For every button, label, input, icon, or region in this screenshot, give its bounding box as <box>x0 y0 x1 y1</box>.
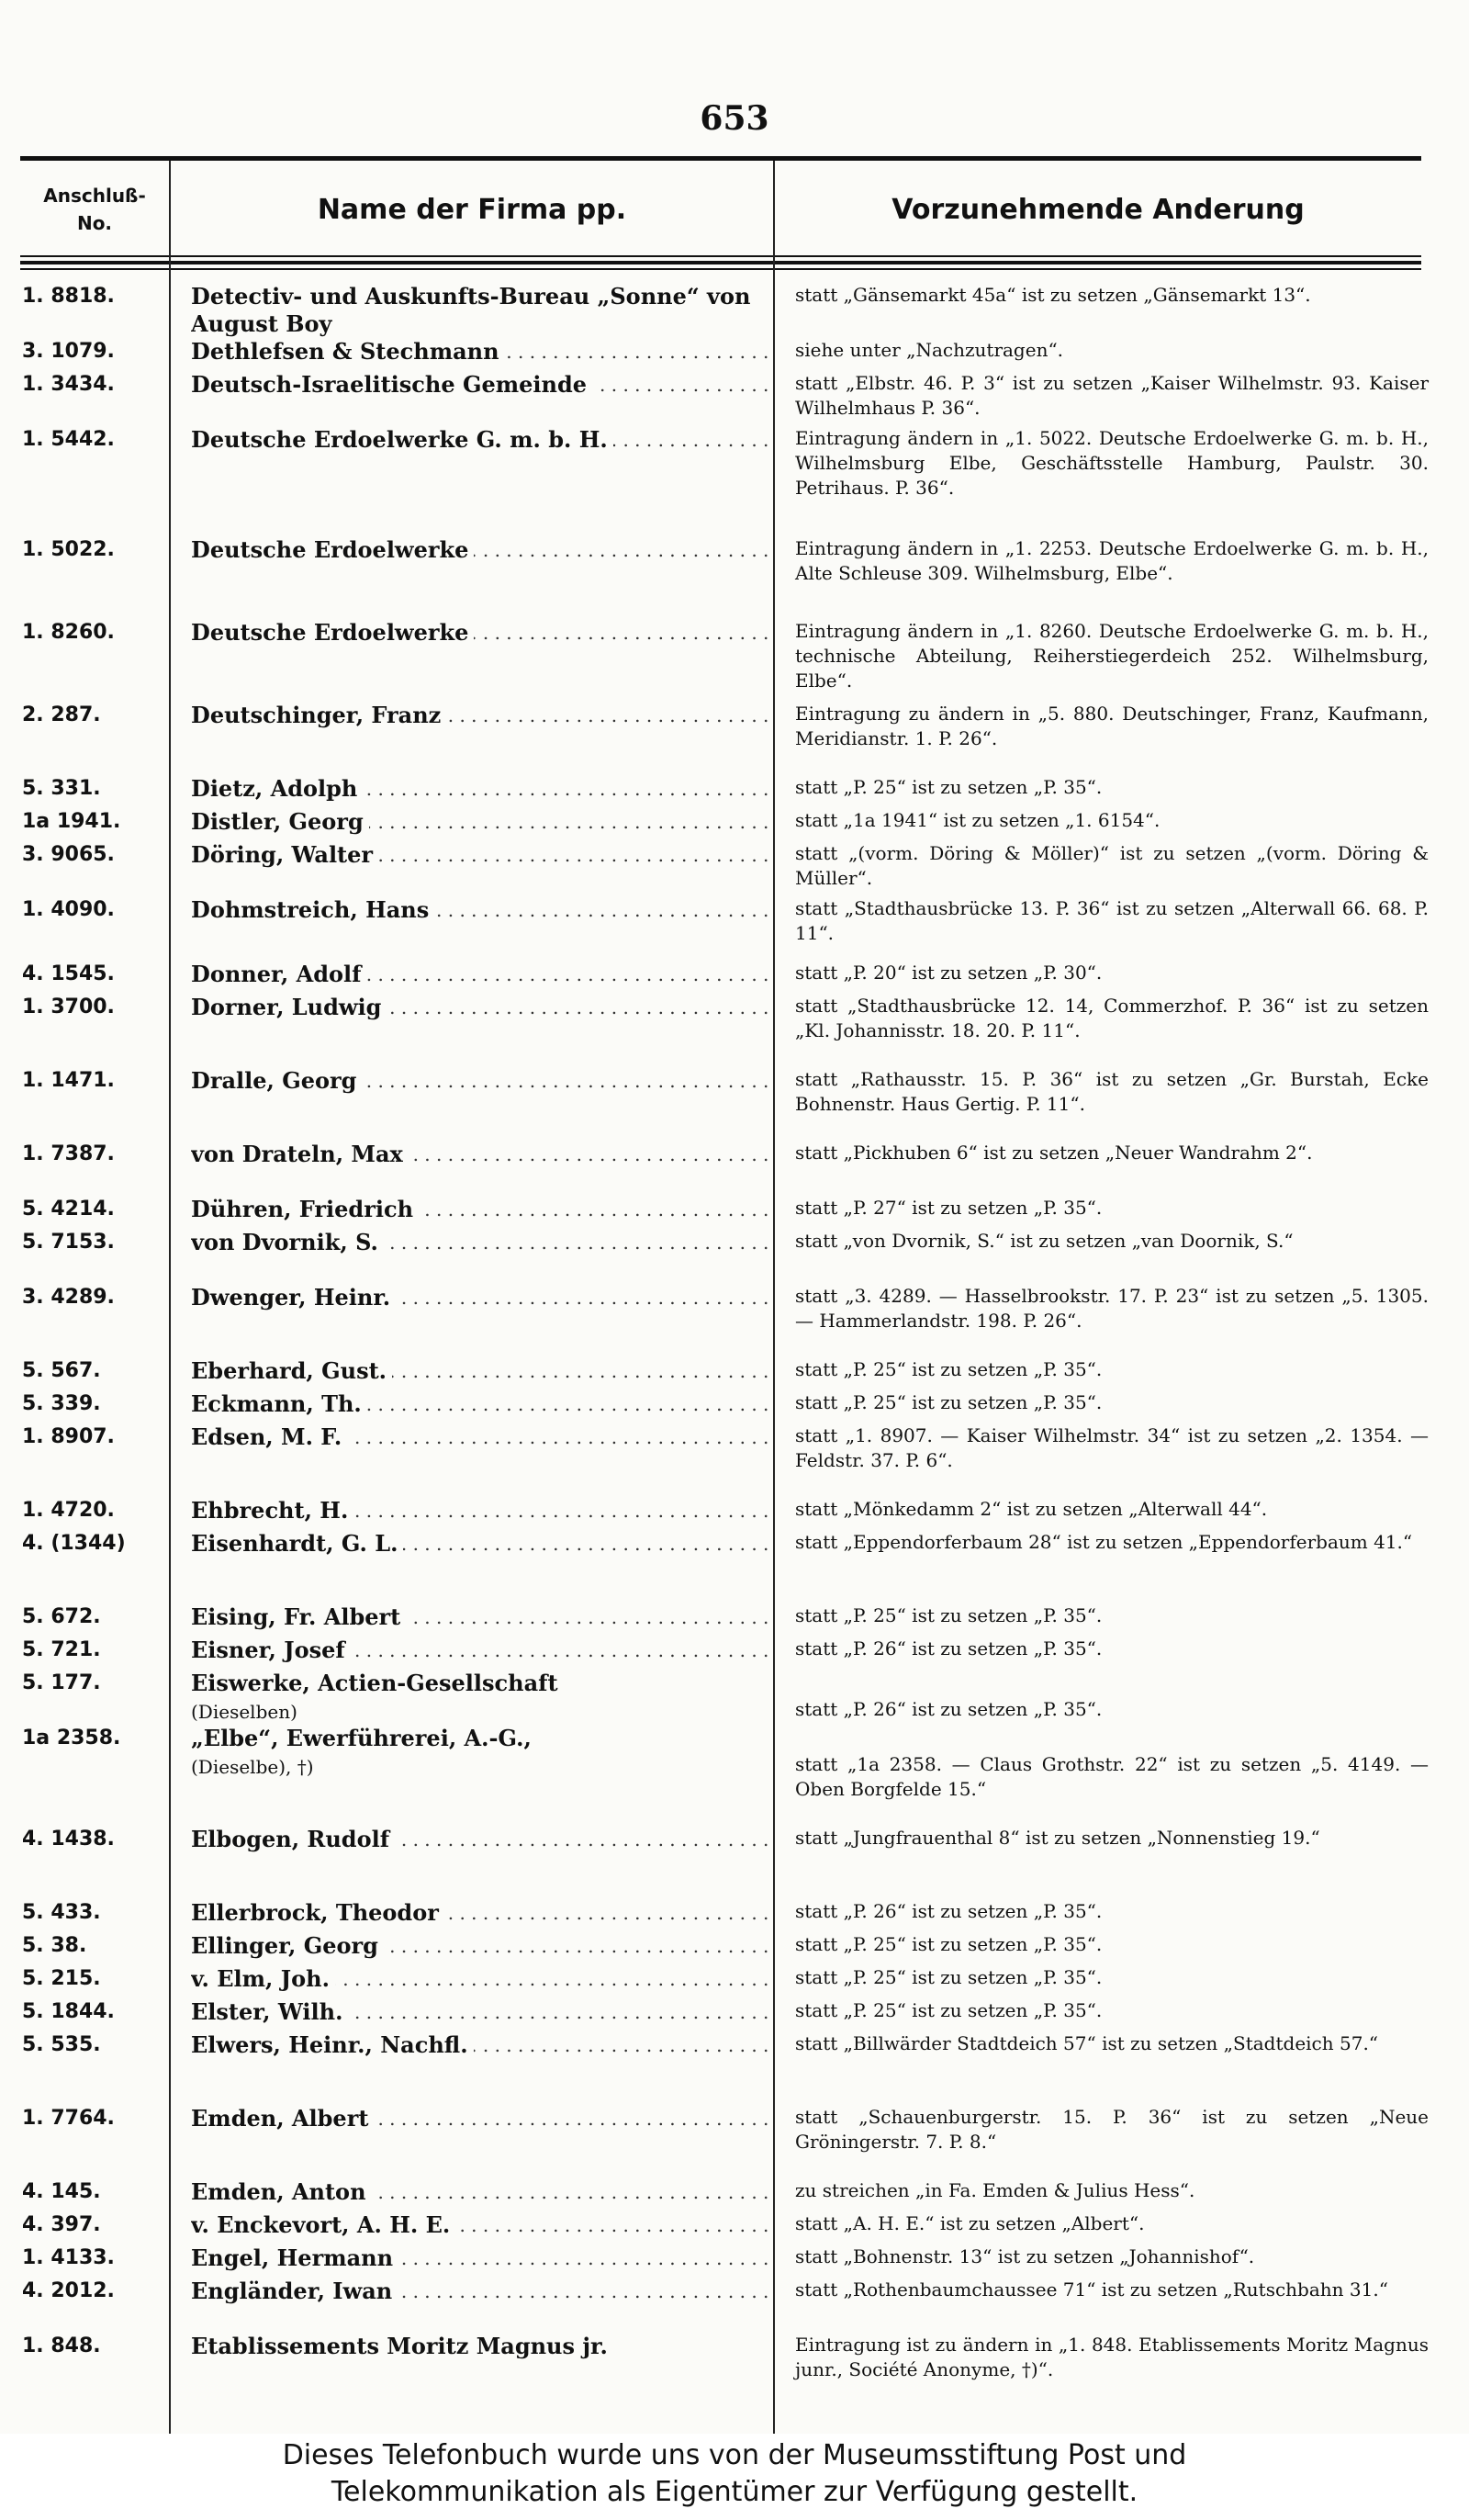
column-divider-1 <box>169 161 171 2434</box>
entry-firm-name <box>191 1998 769 2026</box>
entry-number: 1. 7764. <box>22 2107 115 2130</box>
entry-number: 1. 4090. <box>22 898 115 921</box>
entry-firm-name <box>191 1284 769 1311</box>
entry-number: 5. 433. <box>22 1901 101 1924</box>
entry-change: statt „P. 25“ ist zu setzen „P. 35“. <box>795 1999 1103 2021</box>
header-rule-1 <box>20 255 1421 257</box>
entry-number: 1a 2358. <box>22 1727 121 1749</box>
entry-change: statt „P. 25“ ist zu setzen „P. 35“. <box>795 776 1103 798</box>
entry-firm-name <box>191 1899 769 1927</box>
header-rule-2 <box>20 261 1421 264</box>
entry-firm-name <box>191 1670 769 1726</box>
entry-firm-name-text: v. Enckevort, A. H. E. <box>191 2211 455 2238</box>
entry-firm-name <box>191 371 769 399</box>
entry-number: 1. 848. <box>22 2334 101 2357</box>
entry-firm-name-text: von Dvornik, S. <box>191 1229 384 1255</box>
entry-firm-name <box>191 536 769 564</box>
entry-firm-name-note: (Dieselben) <box>191 1701 297 1723</box>
entry-firm-name-text: Elwers, Heinr., Nachfl. <box>191 2031 474 2058</box>
entry-firm-name-text: v. Elm, Joh. <box>191 1965 335 1992</box>
entry-number: 1. 8907. <box>22 1425 115 1448</box>
entry-change: statt „Elbstr. 46. P. 3“ ist zu setzen „Kaiser Wilhelmstr. 93. Kaiser Wilhelmhaus P. 36“. <box>795 372 1429 419</box>
footer-line-2: Telekommunikation als Eigentümer zur Verfügung gestellt. <box>331 2476 1138 2508</box>
footer-line-1: Dieses Telefonbuch wurde uns von der Museumsstiftung Post und <box>282 2439 1187 2471</box>
entry-change: statt „1a 2358. — Claus Grothstr. 22“ ist zu setzen „5. 4149. — Oben Borgfelde 15.“ <box>795 1753 1429 1800</box>
entry-change: Eintragung zu ändern in „5. 880. Deutschinger, Franz, Kaufmann, Meridianstr. 1. P. 26“. <box>795 703 1429 749</box>
entry-change: statt „P. 20“ ist zu setzen „P. 30“. <box>795 962 1103 984</box>
entry-firm-name-text: Dralle, Georg <box>191 1067 362 1094</box>
entry-firm-name <box>191 2105 769 2132</box>
entry-firm-name <box>191 1932 769 1960</box>
entry-number: 4. (1344) <box>22 1532 126 1555</box>
entry-firm-name-text: Ellerbrock, Theodor <box>191 1899 444 1926</box>
entry-firm-name <box>191 2333 769 2360</box>
entry-change: statt „P. 26“ ist zu setzen „P. 35“. <box>795 1637 1103 1659</box>
entry-number: 5. 7153. <box>22 1231 115 1254</box>
entry-firm-name <box>191 1141 769 1168</box>
entry-firm-name-text: Detectiv- und Auskunfts-Bureau „Sonne“ von August Boy <box>191 283 751 337</box>
entry-change: statt „Schauenburgerstr. 15. P. 36“ ist zu setzen „Neue Gröningerstr. 7. P. 8.“ <box>795 2106 1429 2153</box>
column-header-change: Vorzunehmende Anderung <box>891 193 1305 226</box>
entry-change: statt „3. 4289. — Hasselbrookstr. 17. P. 23“ ist zu setzen „5. 1305. — Hammerlandstr. 198. P. 26“. <box>795 1285 1429 1332</box>
entry-number: 3. 9065. <box>22 843 115 866</box>
entry-firm-name-text: Dühren, Friedrich <box>191 1196 419 1222</box>
entry-number: 5. 339. <box>22 1392 101 1415</box>
header-rule-3 <box>20 268 1421 270</box>
entry-number: 5. 721. <box>22 1638 101 1661</box>
entry-firm-name <box>191 1423 769 1451</box>
entry-change: statt „Jungfrauenthal 8“ ist zu setzen „Nonnenstieg 19.“ <box>795 1827 1320 1849</box>
entry-number: 3. 1079. <box>22 340 115 363</box>
entry-number: 4. 1545. <box>22 962 115 985</box>
entry-number: 1. 8818. <box>22 285 115 308</box>
entry-change: statt „P. 25“ ist zu setzen „P. 35“. <box>795 1966 1103 1988</box>
entry-firm-name <box>191 1229 769 1256</box>
entry-number: 5. 567. <box>22 1359 101 1382</box>
entry-change: statt „P. 26“ ist zu setzen „P. 35“. <box>795 1698 1103 1720</box>
entry-number: 1. 5022. <box>22 538 115 561</box>
entry-firm-name <box>191 2031 769 2059</box>
entry-change: statt „1a 1941“ ist zu setzen „1. 6154“. <box>795 809 1161 831</box>
entry-firm-name-text: Eisner, Josef <box>191 1637 351 1663</box>
entry-firm-name <box>191 1725 769 1781</box>
entry-number: 1. 1471. <box>22 1069 115 1092</box>
entry-number: 4. 145. <box>22 2180 101 2203</box>
entry-number: 1. 5442. <box>22 428 115 451</box>
entry-change: statt „A. H. E.“ ist zu setzen „Albert“. <box>795 2212 1145 2234</box>
entry-change: statt „Gänsemarkt 45a“ ist zu setzen „Gänsemarkt 13“. <box>795 284 1311 306</box>
entry-firm-name <box>191 283 769 338</box>
entry-number: 1. 8260. <box>22 621 115 644</box>
entry-firm-name-text: Emden, Anton <box>191 2178 372 2205</box>
entry-change: statt „Stadthausbrücke 13. P. 36“ ist zu setzen „Alterwall 66. 68. P. 11“. <box>795 897 1429 944</box>
entry-firm-name-text: Edsen, M. F. <box>191 1423 347 1450</box>
entry-firm-name-text: Dohmstreich, Hans <box>191 896 434 923</box>
column-header-number <box>20 165 169 253</box>
entry-number: 1. 4720. <box>22 1499 115 1522</box>
entry-firm-name-text: Döring, Walter <box>191 841 378 868</box>
entry-firm-name-text: Emden, Albert <box>191 2105 374 2132</box>
entry-firm-name-text: Deutsche Erdoelwerke <box>191 536 474 563</box>
column-header-number-line2: No. <box>76 212 113 234</box>
entry-firm-name <box>191 619 769 647</box>
entry-firm-name-text: Deutsche Erdoelwerke <box>191 619 474 646</box>
entry-firm-name-text: Ehbrecht, H. <box>191 1497 353 1524</box>
entry-change: statt „Stadthausbrücke 12. 14, Commerzhof. P. 36“ ist zu setzen „Kl. Johannisstr. 18. 20. P. 11“. <box>795 995 1429 1041</box>
entry-firm-name-text: Dethlefsen & Stechmann <box>191 338 505 365</box>
entry-number: 1a 1941. <box>22 810 121 833</box>
entry-change: statt „P. 25“ ist zu setzen „P. 35“. <box>795 1391 1103 1413</box>
entry-firm-name-text: Dietz, Adolph <box>191 775 363 802</box>
entry-number: 4. 1438. <box>22 1828 115 1851</box>
entry-firm-name <box>191 775 769 803</box>
entry-firm-name <box>191 961 769 988</box>
entry-firm-name <box>191 1357 769 1385</box>
entry-firm-name-text: Eising, Fr. Albert <box>191 1603 406 1630</box>
entry-firm-name <box>191 841 769 869</box>
column-header-name: Name der Firma pp. <box>317 193 627 226</box>
entry-change: statt „P. 27“ ist zu setzen „P. 35“. <box>795 1197 1103 1219</box>
entry-firm-name-text: Engländer, Iwan <box>191 2278 398 2304</box>
entry-number: 3. 4289. <box>22 1286 115 1309</box>
entry-number: 5. 535. <box>22 2033 101 2056</box>
entry-firm-name <box>191 2178 769 2206</box>
entry-firm-name-text: Ellinger, Georg <box>191 1932 384 1959</box>
entry-firm-name-text: Eisenhardt, G. L. <box>191 1530 403 1557</box>
entry-firm-name-text: Elbogen, Rudolf <box>191 1826 395 1852</box>
entry-firm-name <box>191 2211 769 2239</box>
entry-number: 4. 397. <box>22 2213 101 2236</box>
column-header-number-line1: Anschluß- <box>43 185 146 207</box>
entry-firm-name-text: Dwenger, Heinr. <box>191 1284 396 1311</box>
entry-change: statt „(vorm. Döring & Möller)“ ist zu setzen „(vorm. Döring & Müller“. <box>795 842 1429 889</box>
entry-firm-name-text: „Elbe“, Ewerführerei, A.-G., <box>191 1725 537 1751</box>
entry-firm-name <box>191 1637 769 1664</box>
entry-firm-name <box>191 994 769 1021</box>
entry-change: statt „P. 25“ ist zu setzen „P. 35“. <box>795 1604 1103 1626</box>
entry-number: 5. 215. <box>22 1967 101 1990</box>
entry-number: 5. 672. <box>22 1605 101 1628</box>
entry-firm-name <box>191 702 769 729</box>
entry-number: 5. 38. <box>22 1934 87 1957</box>
entry-number: 5. 331. <box>22 777 101 800</box>
entry-firm-name-text: Eiswerke, Actien-Gesellschaft <box>191 1670 564 1696</box>
entry-firm-name-text: Distler, Georg <box>191 808 369 835</box>
column-divider-2 <box>773 161 775 2434</box>
entry-change: statt „1. 8907. — Kaiser Wilhelmstr. 34“ ist zu setzen „2. 1354. — Feldstr. 37. P. 6“. <box>795 1424 1429 1471</box>
entry-firm-name <box>191 1603 769 1631</box>
entry-change: statt „Pickhuben 6“ ist zu setzen „Neuer Wandrahm 2“. <box>795 1142 1313 1164</box>
entry-change: Eintragung ist zu ändern in „1. 848. Etablissements Moritz Magnus junr., Société Anonyme, †)“. <box>795 2334 1429 2380</box>
entry-firm-name <box>191 2244 769 2272</box>
entry-change: statt „P. 26“ ist zu setzen „P. 35“. <box>795 1900 1103 1922</box>
entry-firm-name <box>191 338 769 366</box>
entry-firm-name-text: Deutschinger, Franz <box>191 702 446 728</box>
entry-number: 5. 177. <box>22 1671 101 1694</box>
entry-firm-name <box>191 1530 769 1558</box>
entry-firm-name-text: Donner, Adolf <box>191 961 366 987</box>
entry-change: statt „P. 25“ ist zu setzen „P. 35“. <box>795 1358 1103 1380</box>
entry-change: statt „von Dvornik, S.“ ist zu setzen „van Doornik, S.“ <box>795 1230 1294 1252</box>
top-rule <box>20 156 1421 161</box>
entry-firm-name <box>191 1497 769 1524</box>
entry-number: 1. 4133. <box>22 2246 115 2269</box>
entry-firm-name <box>191 1826 769 1853</box>
entry-change: statt „Rothenbaumchaussee 71“ ist zu setzen „Rutschbahn 31.“ <box>795 2278 1388 2301</box>
page-number: 653 <box>700 99 769 138</box>
entry-change: siehe unter „Nachzutragen“. <box>795 339 1064 361</box>
entry-firm-name-note: (Dieselbe), †) <box>191 1756 314 1778</box>
entry-change: statt „P. 25“ ist zu setzen „P. 35“. <box>795 1933 1103 1955</box>
entry-firm-name <box>191 1196 769 1223</box>
entry-change: statt „Bohnenstr. 13“ ist zu setzen „Johannishof“. <box>795 2245 1255 2267</box>
entry-change: statt „Billwärder Stadtdeich 57“ ist zu setzen „Stadtdeich 57.“ <box>795 2032 1379 2054</box>
entry-change: zu streichen „in Fa. Emden & Julius Hess“. <box>795 2179 1195 2201</box>
entry-firm-name-text: Eberhard, Gust. <box>191 1357 392 1384</box>
entry-firm-name-text: Eckmann, Th. <box>191 1390 367 1417</box>
entry-change: Eintragung ändern in „1. 2253. Deutsche Erdoelwerke G. m. b. H., Alte Schleuse 309. Wilhelmsburg, Elbe“. <box>795 537 1429 584</box>
entry-number: 1. 3700. <box>22 996 115 1018</box>
entry-change: Eintragung ändern in „1. 8260. Deutsche Erdoelwerke G. m. b. H., technische Abteilung, Reiherstiegerdeich 252. Wilhelmsburg, Elbe“. <box>795 620 1429 692</box>
entry-firm-name <box>191 426 769 454</box>
entry-firm-name-text: von Drateln, Max <box>191 1141 409 1167</box>
entry-firm-name <box>191 1067 769 1095</box>
entry-change: Eintragung ändern in „1. 5022. Deutsche Erdoelwerke G. m. b. H., Wilhelmsburg Elbe, Geschäftsstelle Hamburg, Paulstr. 30. Petrihaus. P. 36“. <box>795 427 1429 499</box>
entry-firm-name <box>191 2278 769 2305</box>
entry-firm-name-text: Deutsch-Israelitische Gemeinde <box>191 371 592 398</box>
entry-firm-name-text: Deutsche Erdoelwerke G. m. b. H. <box>191 426 613 453</box>
entry-firm-name-text: Etablissements Moritz Magnus jr. <box>191 2333 613 2359</box>
entry-change: statt „Mönkedamm 2“ ist zu setzen „Alterwall 44“. <box>795 1498 1268 1520</box>
entry-firm-name <box>191 1390 769 1418</box>
entry-number: 5. 4214. <box>22 1198 115 1221</box>
entry-change: statt „Eppendorferbaum 28“ ist zu setzen „Eppendorferbaum 41.“ <box>795 1531 1413 1553</box>
entry-firm-name <box>191 808 769 836</box>
entry-firm-name <box>191 1965 769 1993</box>
entry-number: 2. 287. <box>22 703 101 726</box>
entry-firm-name-text: Elster, Wilh. <box>191 1998 348 2025</box>
entry-number: 4. 2012. <box>22 2279 115 2302</box>
entry-number: 5. 1844. <box>22 2000 115 2023</box>
footer-notice <box>0 2434 1469 2520</box>
entry-number: 1. 3434. <box>22 373 115 396</box>
entry-firm-name-text: Dorner, Ludwig <box>191 994 387 1020</box>
entry-firm-name-text: Engel, Hermann <box>191 2244 398 2271</box>
entry-change: statt „Rathausstr. 15. P. 36“ ist zu setzen „Gr. Burstah, Ecke Bohnenstr. Haus Gertig. P. 11“. <box>795 1068 1429 1115</box>
entry-firm-name <box>191 896 769 924</box>
entry-number: 1. 7387. <box>22 1142 115 1165</box>
